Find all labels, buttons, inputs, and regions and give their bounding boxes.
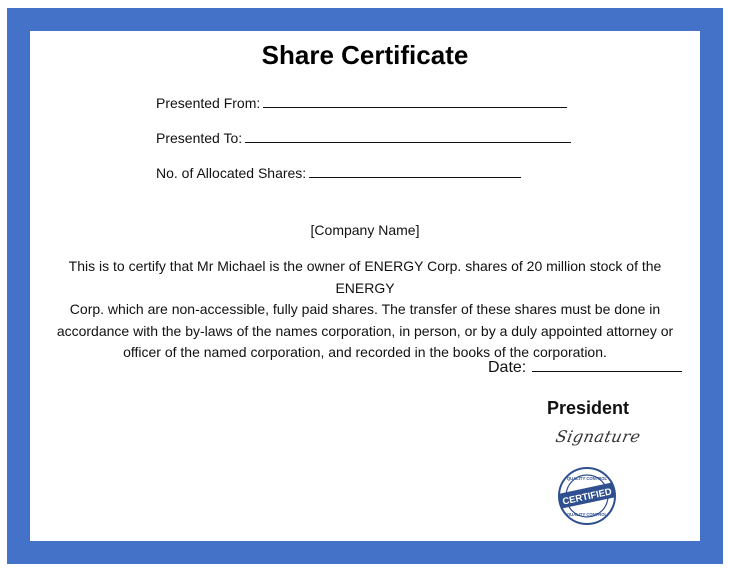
body-line: Corp. which are non-accessible, fully paid shares. The transfer of these shares must be done in <box>69 301 661 317</box>
certificate-title: Share Certificate <box>261 40 469 70</box>
allocated-shares-label: No. of Allocated Shares: <box>156 165 307 181</box>
allocated-shares-line <box>309 163 521 178</box>
date-line <box>532 356 682 372</box>
presented-from-line <box>263 93 567 108</box>
president-label: President <box>547 398 630 418</box>
svg-text:QUALITY CONTROL: QUALITY CONTROL <box>566 512 608 517</box>
date-label: Date: <box>488 359 527 376</box>
company-name: [Company Name] <box>310 222 420 238</box>
body-line: accordance with the by-laws of the names corporation, in person, or by a duly appointed attorney or <box>56 322 674 339</box>
signature: Signature <box>553 427 643 446</box>
allocated-shares-field <box>156 163 521 182</box>
presented-to-label: Presented To: <box>156 130 243 146</box>
certified-seal-icon <box>557 466 617 526</box>
presented-from-field <box>156 93 567 112</box>
svg-text:QUALITY CONTROL: QUALITY CONTROL <box>566 476 608 481</box>
presented-to-line <box>245 128 571 143</box>
body-line: This is to certify that Mr Michael is the owner of ENERGY Corp. shares of 20 million stock of the ENERGY <box>68 258 662 296</box>
presented-to-field <box>156 128 571 147</box>
presented-from-label: Presented From: <box>156 95 261 111</box>
body-line: officer of the named corporation, and recorded in the books of the corporation. <box>123 344 607 360</box>
svg-text:CERTIFIED: CERTIFIED <box>561 486 613 508</box>
certificate-body <box>38 256 692 364</box>
date-field <box>488 356 682 378</box>
